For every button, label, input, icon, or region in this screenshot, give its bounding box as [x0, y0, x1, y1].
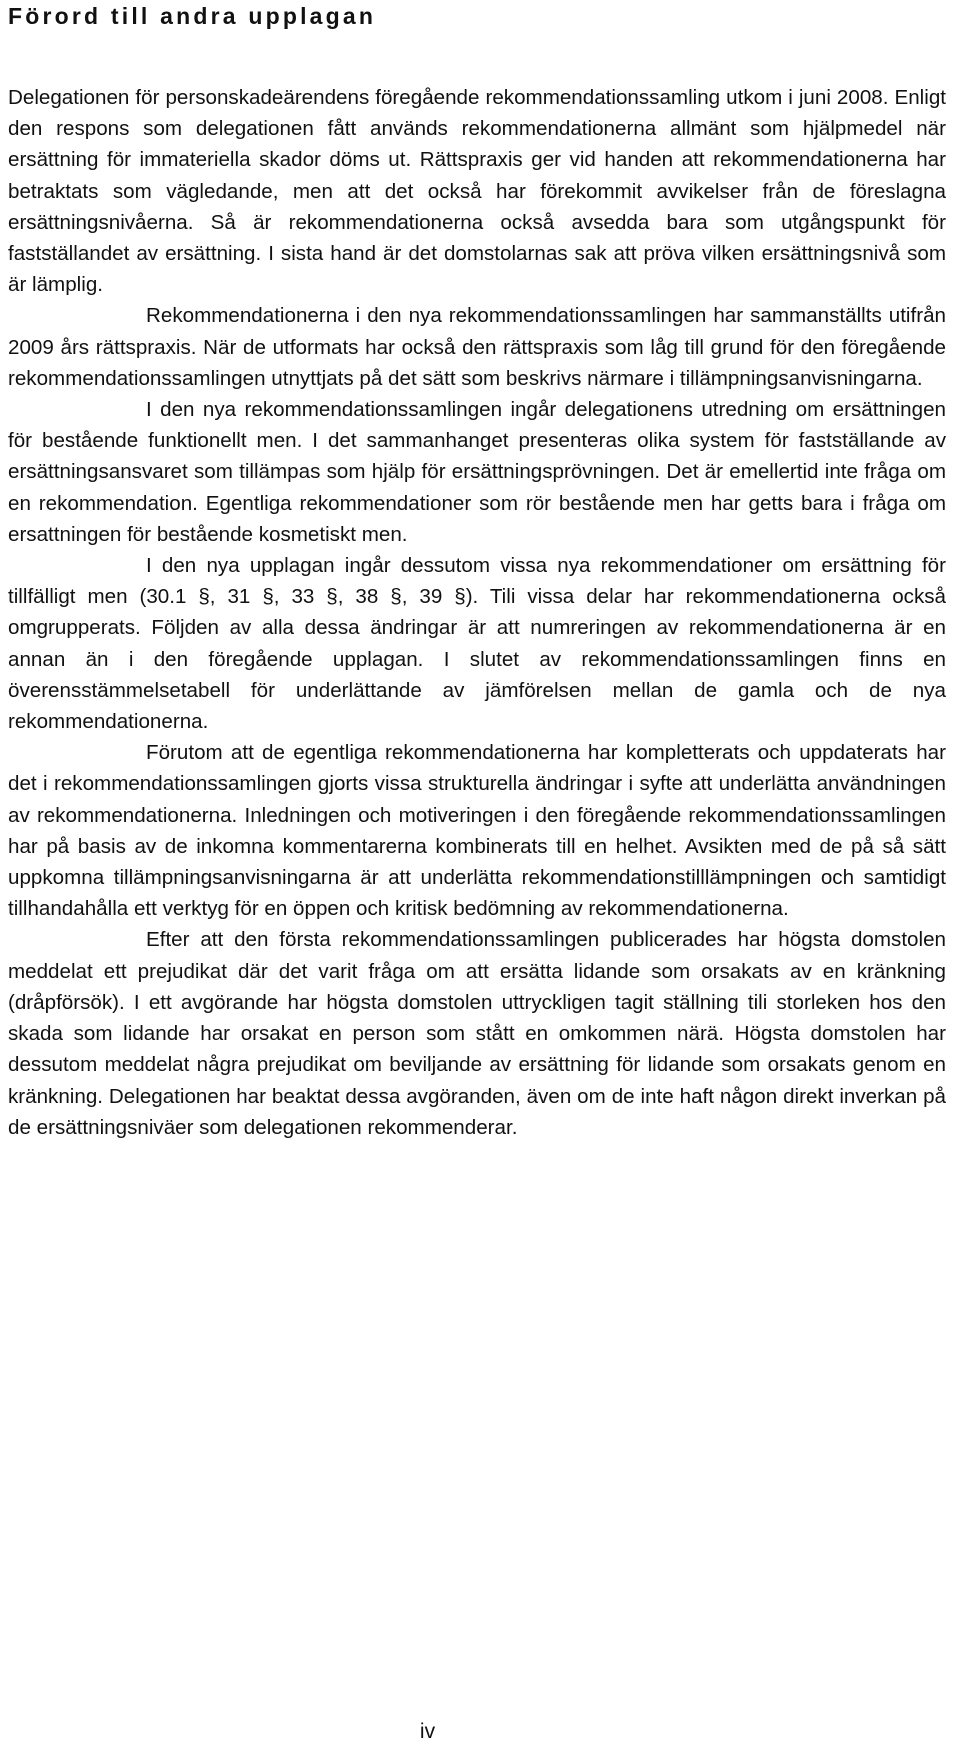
- body-text: [8, 82, 946, 1143]
- paragraph-3: I den nya rekommendationssamlingen ingår delegationens utredning om ersättningen för bestående funktionellt men. I det sammanhanget presenteras olika system för fastställande av ersättningsansvaret som tillämpas som hjälp för ersättningsprövningen. Det är emellertid inte fråga om en rekommendation. Egentliga rekommendationer som rör bestående men har getts bara i fråga om ersattningen för bestående kosmetiskt men.: [8, 398, 946, 546]
- paragraph-6: Efter att den första rekommendationssamlingen publicerades har högsta domstolen meddelat ett prejudikat där det varit fråga om att ersätta lidande som orsakats av en kränkning (dråpförsök). I ett avgörande har högsta domstolen uttryckligen tagit ställning tili storleken hos den skada som lidande har orsakat en person som stått en omkommen närä. Högsta domstolen har dessutom meddelat några prejudikat om beviljande av ersättning för lidande som orsakats genom en kränkning. Delegationen har beaktat dessa avgöranden, även om de inte haft någon direkt inverkan på de ersättningsniväer som delegationen rekommenderar.: [8, 928, 946, 1139]
- paragraph-2: Rekommendationerna i den nya rekommendationssamlingen har sammanställts utifrån 2009 års rättspraxis. När de utformats har också den rättspraxis som låg till grund för den föregående rekommendationssamlingen utnyttjats på det sätt som beskrivs närmare i tillämpningsanvisningarna.: [8, 304, 946, 390]
- paragraph-5: Förutom att de egentliga rekommendationerna har kompletterats och uppdaterats har det i rekommendationssamlingen gjorts vissa strukturella ändringar i syfte att underlätta användningen av rekommendationerna. Inledningen och motiveringen i den föregående rekommendationssamlingen har på basis av de inkomna kommentarerna kombinerats till en helhet. Avsikten med de på så sätt uppkomna tillämpningsanvisningarna är att underlätta rekommendationstilllämpningen och samtidigt tillhandahålla ett verktyg för en öppen och kritisk bedömning av rekommendationerna.: [8, 741, 946, 921]
- page-number: iv: [419, 1720, 436, 1743]
- paragraph-1: Delegationen för personskadeärendens föregående rekommendationssamling utkom i juni 2008. Enligt den respons som delegationen fått används rekommendationerna allmänt som hjälpmedel när ersättning för immateriella skador döms ut. Rättspraxis ger vid handen att rekommendationerna har betraktats som vägledande, men att det också har förekommit avvikelser från de föreslagna ersättningsnivåerna. Så är rekommendationerna också avsedda bara som utgångspunkt för fastställandet av ersättning. I sista hand är det domstolarnas sak att pröva vilken ersättningsnivå som är lämplig.: [8, 86, 946, 297]
- page-title: Förord till andra upplagan: [8, 3, 377, 29]
- paragraph-4: I den nya upplagan ingår dessutom vissa nya rekommendationer om ersättning för tillfälligt men (30.1 §, 31 §, 33 §, 38 §, 39 §). Tili vissa delar har rekommendationerna också omgrupperats. Följden av alla dessa ändringar är att numreringen av rekommendationerna är en annan än i den föregående upplagan. I slutet av rekommendationssamlingen finns en överensstämmelsetabell för underlättande av jämförelsen mellan de gamla och de nya rekommendationerna.: [8, 554, 946, 734]
- document-page: [8, 0, 946, 1139]
